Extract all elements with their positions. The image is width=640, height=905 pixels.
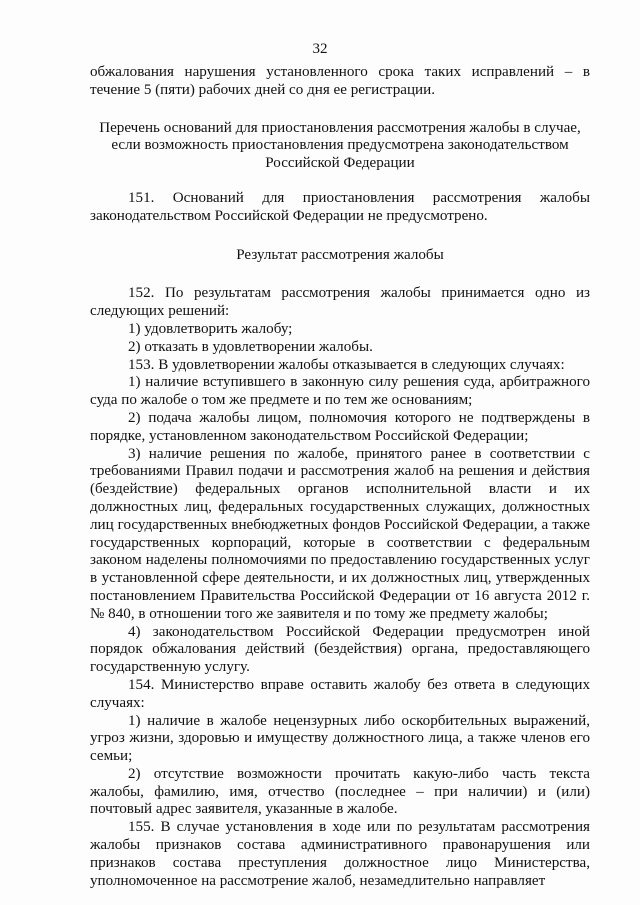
- page-number: 32: [312, 41, 328, 57]
- paragraph-152-1: 1) удовлетворить жалобу;: [128, 320, 293, 337]
- paragraph-153: 153. В удовлетворении жалобы отказывается в следующих случаях:: [128, 356, 565, 373]
- paragraph-152-2: 2) отказать в удовлетворении жалобы.: [128, 338, 373, 355]
- paragraph-154-2: 2) отсутствие возможности прочитать какую-либо часть текста жалобы, фамилию, имя, отчество (последнее – при наличии) и (или) почтовый адрес заявителя, указанные в жалобе.: [90, 765, 590, 818]
- paragraph-153-4: 4) законодательством Российской Федерации предусмотрен иной порядок обжалования действий (бездействия) органа, предоставляющего государственную услугу.: [90, 623, 590, 676]
- document-body: [90, 64, 590, 890]
- paragraph-153-3: 3) наличие решения по жалобе, принятого ранее в соответствии с требованиями Правил подачи и рассмотрения жалоб на решения и действия (бездействие) федеральных органов исполнительной власти и их должностных лиц, федеральных государственных служащих, должностных лиц государственных внебюджетных фондов Российской Федерации, а также государственных корпораций, которые в соответствии с федеральным законом наделены полномочиями по предоставлению государственных услуг в установленной сфере деятельности, и их должностных лиц, утвержденных постановлением Правительства Российской Федерации от 16 августа 2012 г. № 840, в отношении того же заявителя и по тому же предмету жалобы;: [90, 445, 590, 622]
- paragraph-154-1: 1) наличие в жалобе нецензурных либо оскорбительных выражений, угроз жизни, здоровью и имуществу должностного лица, а также членов его семьи;: [90, 712, 590, 765]
- paragraph-155: 155. В случае установления в ходе или по результатам рассмотрения жалобы признаков состава административного правонарушения или признаков состава преступления должностное лицо Министерства, уполномоченное на рассмотрение жалоб, незамедлительно направляет: [90, 819, 590, 889]
- paragraph-153-1: 1) наличие вступившего в законную силу решения суда, арбитражного суда по жалобе о том же предмете и по тем же основаниям;: [90, 374, 590, 409]
- heading-result: Результат рассмотрения жалобы: [236, 246, 444, 263]
- paragraph-153-2: 2) подача жалобы лицом, полномочия которого не подтверждены в порядке, установленном законодательством Российской Федерации;: [90, 409, 590, 444]
- paragraph-151: 151. Оснований для приостановления рассмотрения жалобы законодательством Российской Федерации не предусмотрено.: [90, 189, 590, 224]
- paragraph-154: 154. Министерство вправе оставить жалобу без ответа в следующих случаях:: [90, 676, 590, 711]
- paragraph-intro: обжалования нарушения установленного срока таких исправлений – в течение 5 (пяти) рабочих дней со дня ее регистрации.: [90, 64, 590, 98]
- heading-suspension: Перечень оснований для приостановления рассмотрения жалобы в случае, если возможность приостановления предусмотрена законодательством Российской Федерации: [99, 119, 581, 172]
- paragraph-152: 152. По результатам рассмотрения жалобы принимается одно из следующих решений:: [90, 285, 590, 320]
